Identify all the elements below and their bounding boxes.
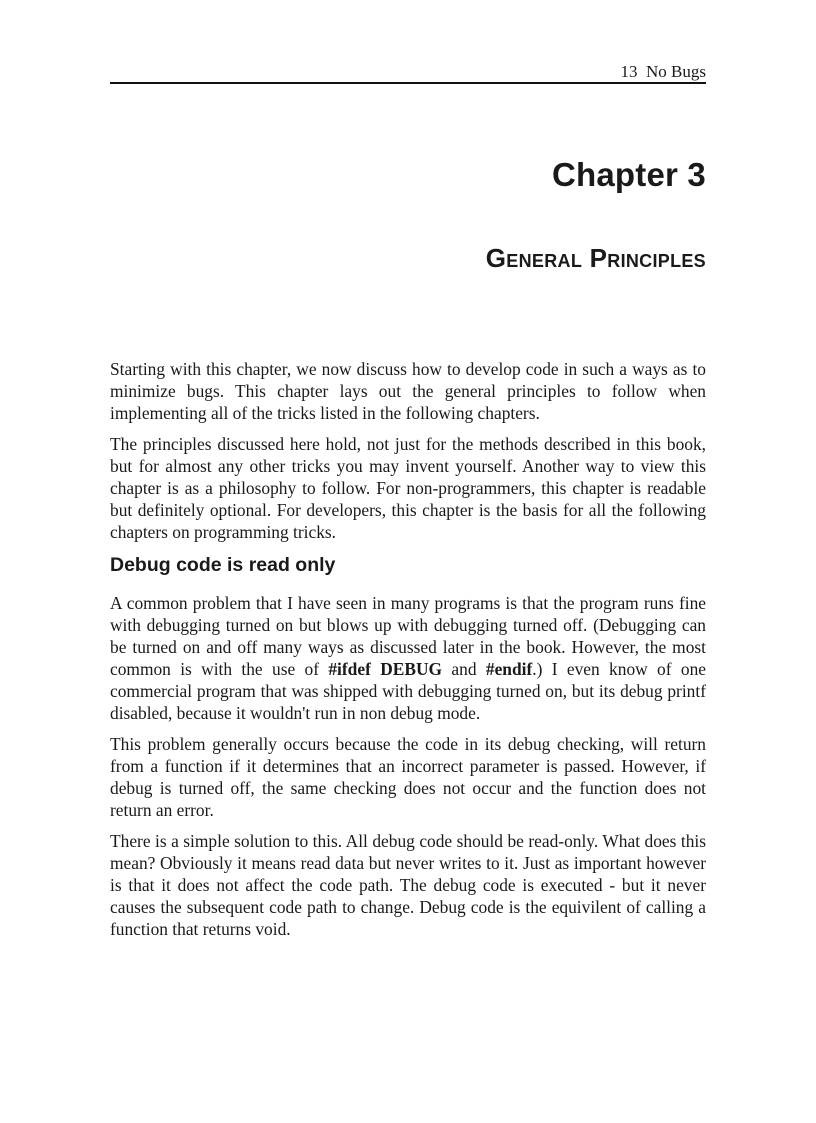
chapter-number: Chapter 3: [551, 156, 706, 193]
intro-paragraph-2: The principles discussed here hold, not just for the methods described in this book, but for almost any other tricks you may invent yourself. Another way to view this chapter is as a philosophy to follow. For non-programmers, this chapter is readable but definitely optional. For developers, this chapter is the basis for all the following chapters on programming tricks.: [110, 434, 706, 542]
paragraph-text: and: [442, 659, 486, 679]
intro-paragraph-1: Starting with this chapter, we now discuss how to develop code in such a ways as to minimize bugs. This chapter lays out the general principles to follow when implementing all of the tricks listed in the following chapters.: [110, 359, 706, 423]
section-paragraph-2: This problem generally occurs because the code in its debug checking, will return from a function if it determines that an incorrect parameter is passed. However, if debug is turned off, the same checking does not occur and the function does not return an error.: [110, 734, 706, 820]
code-ifdef-debug: #ifdef DEBUG: [328, 659, 443, 679]
running-title: No Bugs: [646, 62, 706, 81]
running-header: [110, 62, 706, 84]
section-heading: Debug code is read only: [110, 554, 336, 576]
page-number: 13: [620, 62, 638, 81]
section-paragraph-3: There is a simple solution to this. All debug code should be read-only. What does this mean? Obviously it means read data but never writes to it. Just as important however is that it does not affect the code path. The debug code is executed - but it never causes the subsequent code path to change. Debug code is the equivilent of calling a function that returns void.: [110, 831, 706, 939]
chapter-title: General Principles: [485, 243, 706, 273]
paragraph-text: .) I even know of one commercial program that was shipped with debugging turned on, but its debug printf disabled, because it wouldn't run in non debug mode.: [110, 659, 706, 723]
section-paragraph-1: [110, 592, 706, 724]
paragraph-text: A common problem that I have seen in many programs is that the program runs fine with debugging turned on but blows up with debugging turned off. (Debugging can be turned on and off many ways as discussed later in the book. However, the most common is with the use of: [110, 593, 706, 679]
chapter-body: [110, 358, 706, 949]
book-page: [110, 0, 706, 1123]
code-endif: #endif: [485, 659, 533, 679]
